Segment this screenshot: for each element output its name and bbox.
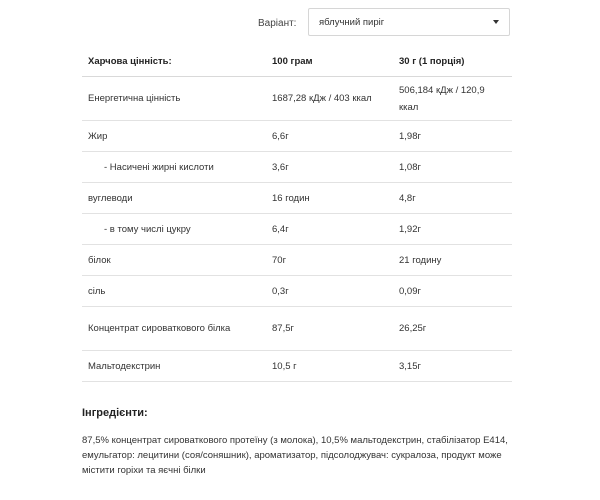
row-name: Мальтодекстрин: [82, 351, 266, 382]
header-nutrition: Харчова цінність:: [82, 46, 266, 77]
row-per-100g: 1687,28 кДж / 403 ккал: [266, 77, 393, 121]
row-per-serving: 21 годину: [393, 245, 512, 276]
row-name: білок: [82, 245, 266, 276]
table-row: [82, 121, 512, 152]
row-name: Жир: [82, 121, 266, 152]
table-row: [82, 183, 512, 214]
row-per-100g: 10,5 г: [266, 351, 393, 382]
header-per-100g: 100 грам: [266, 46, 393, 77]
variant-row: [258, 8, 385, 38]
row-name: Концентрат сироваткового білка: [82, 307, 266, 351]
row-per-100g: 0,3г: [266, 276, 393, 307]
variant-select[interactable]: [308, 8, 510, 36]
row-per-100g: 16 годин: [266, 183, 393, 214]
row-per-serving: 26,25г: [393, 307, 512, 351]
row-name: - Насичені жирні кислоти: [82, 152, 266, 183]
chevron-down-icon: [493, 20, 499, 24]
row-name: вуглеводи: [82, 183, 266, 214]
row-per-100g: 70г: [266, 245, 393, 276]
table-row: [82, 152, 512, 183]
row-per-serving: 0,09г: [393, 276, 512, 307]
header-per-serving: 30 г (1 порція): [393, 46, 512, 77]
nutrition-header-row: [82, 46, 512, 77]
row-per-serving: 1,92г: [393, 214, 512, 245]
row-per-serving: 1,08г: [393, 152, 512, 183]
ingredients-title: Інгредієнти:: [82, 407, 148, 419]
row-name: сіль: [82, 276, 266, 307]
row-per-100g: 3,6г: [266, 152, 393, 183]
ingredients-text: 87,5% концентрат сироваткового протеїну (з молока), 10,5% мальтодекстрин, стабілізатор Е414, емульгатор: лецитини (соя/соняшник), ароматизатор, підсолоджувач: сукралоза, продукт може містити горіхи та яєчні білки: [82, 435, 508, 476]
row-per-serving: 4,8г: [393, 183, 512, 214]
row-per-100g: 6,6г: [266, 121, 393, 152]
row-per-100g: 6,4г: [266, 214, 393, 245]
variant-label: Варіант:: [258, 17, 297, 29]
nutrition-table: [82, 46, 512, 382]
table-row: [82, 351, 512, 382]
variant-selected-value: яблучний пиріг: [319, 16, 385, 28]
table-row: [82, 77, 512, 121]
row-per-serving: 3,15г: [393, 351, 512, 382]
table-row: [82, 276, 512, 307]
table-row: [82, 214, 512, 245]
table-row: [82, 307, 512, 351]
row-per-serving: 506,184 кДж / 120,9 ккал: [393, 77, 512, 121]
row-per-serving: 1,98г: [393, 121, 512, 152]
row-name: - в тому числі цукру: [82, 214, 266, 245]
row-name: Енергетична цінність: [82, 77, 266, 121]
table-row: [82, 245, 512, 276]
row-per-100g: 87,5г: [266, 307, 393, 351]
